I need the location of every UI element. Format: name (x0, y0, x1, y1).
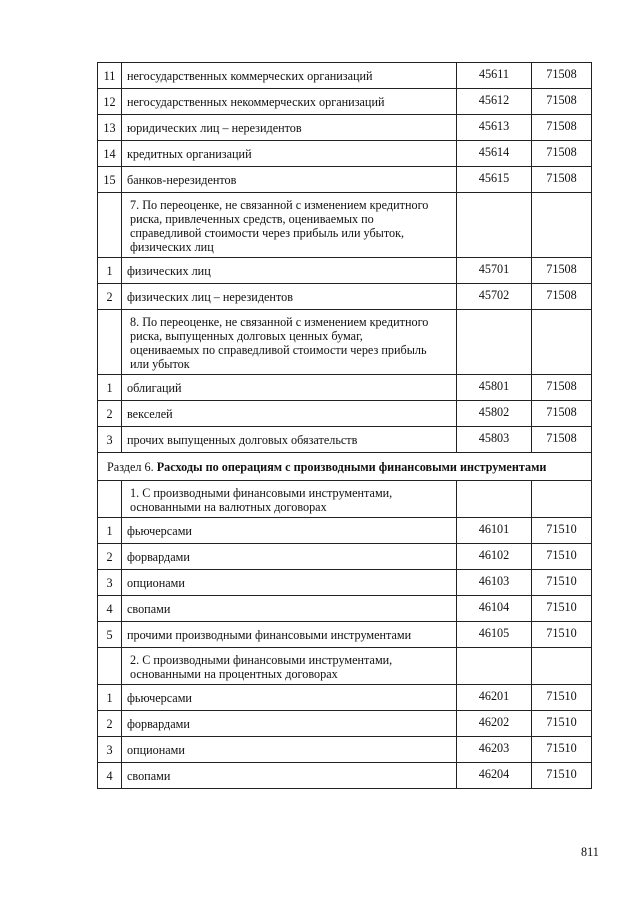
account-name: негосударственных некоммерческих организаций (122, 89, 457, 115)
account-code: 46104 (457, 596, 532, 622)
group-heading-row (98, 193, 592, 258)
account-code: 46103 (457, 570, 532, 596)
group-heading-row (98, 310, 592, 375)
account-name: опционами (122, 737, 457, 763)
group-heading (122, 310, 457, 375)
row-number: 2 (98, 401, 122, 427)
symbol-code: 71510 (532, 544, 592, 570)
empty-cell (98, 310, 122, 375)
table-row (98, 167, 592, 193)
row-number: 14 (98, 141, 122, 167)
row-number: 1 (98, 258, 122, 284)
group-heading-line: физических лиц (130, 240, 214, 254)
row-number: 3 (98, 427, 122, 453)
row-number: 4 (98, 763, 122, 789)
symbol-code: 71510 (532, 596, 592, 622)
row-number: 1 (98, 518, 122, 544)
symbol-code: 71510 (532, 570, 592, 596)
table-row (98, 115, 592, 141)
account-name: опционами (122, 570, 457, 596)
account-code: 46102 (457, 544, 532, 570)
table-row (98, 596, 592, 622)
account-name: векселей (122, 401, 457, 427)
group-heading-line: 7. По переоценке, не связанной с изменением кредитного (130, 198, 429, 212)
table-row (98, 737, 592, 763)
symbol-code: 71508 (532, 63, 592, 89)
account-code: 45701 (457, 258, 532, 284)
row-number: 15 (98, 167, 122, 193)
symbol-code: 71508 (532, 401, 592, 427)
symbol-code: 71508 (532, 115, 592, 141)
group-heading-line: риска, привлеченных средств, оцениваемых по (130, 212, 374, 226)
symbol-code: 71508 (532, 427, 592, 453)
group-heading (122, 193, 457, 258)
empty-cell (457, 648, 532, 685)
section-heading (98, 453, 592, 481)
symbol-code: 71510 (532, 763, 592, 789)
row-number: 2 (98, 284, 122, 310)
account-code: 45802 (457, 401, 532, 427)
table-row (98, 427, 592, 453)
account-code: 45801 (457, 375, 532, 401)
row-number: 3 (98, 570, 122, 596)
accounts-table (97, 62, 592, 789)
account-code: 45611 (457, 63, 532, 89)
row-number: 2 (98, 544, 122, 570)
account-name: форвардами (122, 544, 457, 570)
account-name: прочими производными финансовыми инструментами (122, 622, 457, 648)
table-row (98, 622, 592, 648)
account-name: фьючерсами (122, 518, 457, 544)
account-name: физических лиц – нерезидентов (122, 284, 457, 310)
table-row (98, 63, 592, 89)
accounts-table-body (98, 63, 592, 789)
symbol-code: 71508 (532, 284, 592, 310)
group-heading-row (98, 648, 592, 685)
row-number: 11 (98, 63, 122, 89)
row-number: 2 (98, 711, 122, 737)
group-heading-line: основанными на процентных договорах (130, 667, 338, 681)
account-code: 45615 (457, 167, 532, 193)
table-row (98, 284, 592, 310)
account-name: прочих выпущенных долговых обязательств (122, 427, 457, 453)
group-heading-row (98, 481, 592, 518)
symbol-code: 71510 (532, 737, 592, 763)
empty-cell (98, 193, 122, 258)
row-number: 12 (98, 89, 122, 115)
group-heading-line: 8. По переоценке, не связанной с изменением кредитного (130, 315, 429, 329)
row-number: 13 (98, 115, 122, 141)
section-prefix: Раздел 6. (107, 460, 157, 474)
symbol-code: 71508 (532, 258, 592, 284)
account-code: 45702 (457, 284, 532, 310)
account-name: банков-нерезидентов (122, 167, 457, 193)
symbol-code: 71510 (532, 685, 592, 711)
group-heading-line: риска, выпущенных долговых ценных бумаг, (130, 329, 363, 343)
account-name: юридических лиц – нерезидентов (122, 115, 457, 141)
row-number: 5 (98, 622, 122, 648)
empty-cell (532, 310, 592, 375)
table-row (98, 711, 592, 737)
page-number: 811 (581, 845, 599, 859)
section-heading-row (98, 453, 592, 481)
account-code: 45613 (457, 115, 532, 141)
table-row (98, 375, 592, 401)
table-row (98, 401, 592, 427)
symbol-code: 71510 (532, 622, 592, 648)
account-code: 46203 (457, 737, 532, 763)
group-heading-line: оцениваемых по справедливой стоимости через прибыль (130, 343, 427, 357)
empty-cell (457, 193, 532, 258)
group-heading-line: справедливой стоимости через прибыль или убыток, (130, 226, 405, 240)
account-code: 46201 (457, 685, 532, 711)
account-name: негосударственных коммерческих организаций (122, 63, 457, 89)
group-heading-line: 1. С производными финансовыми инструментами, (130, 486, 393, 500)
row-number: 1 (98, 685, 122, 711)
table-row (98, 763, 592, 789)
account-name: форвардами (122, 711, 457, 737)
symbol-code: 71508 (532, 167, 592, 193)
table-row (98, 685, 592, 711)
account-code: 45803 (457, 427, 532, 453)
row-number: 3 (98, 737, 122, 763)
account-name: фьючерсами (122, 685, 457, 711)
group-heading (122, 481, 457, 518)
empty-cell (457, 481, 532, 518)
symbol-code: 71508 (532, 375, 592, 401)
account-name: свопами (122, 763, 457, 789)
symbol-code: 71508 (532, 89, 592, 115)
account-code: 45614 (457, 141, 532, 167)
account-code: 46202 (457, 711, 532, 737)
symbol-code: 71508 (532, 141, 592, 167)
empty-cell (532, 481, 592, 518)
empty-cell (98, 481, 122, 518)
account-code: 45612 (457, 89, 532, 115)
table-row (98, 141, 592, 167)
table-row (98, 518, 592, 544)
account-name: физических лиц (122, 258, 457, 284)
table-row (98, 544, 592, 570)
table-row (98, 258, 592, 284)
symbol-code: 71510 (532, 518, 592, 544)
row-number: 4 (98, 596, 122, 622)
empty-cell (532, 193, 592, 258)
account-code: 46105 (457, 622, 532, 648)
group-heading-line: основанными на валютных договорах (130, 500, 327, 514)
account-code: 46101 (457, 518, 532, 544)
group-heading-line: 2. С производными финансовыми инструментами, (130, 653, 393, 667)
account-name: свопами (122, 596, 457, 622)
table-row (98, 89, 592, 115)
table-row (98, 570, 592, 596)
symbol-code: 71510 (532, 711, 592, 737)
group-heading-line: или убыток (130, 357, 190, 371)
account-name: кредитных организаций (122, 141, 457, 167)
account-code: 46204 (457, 763, 532, 789)
empty-cell (98, 648, 122, 685)
empty-cell (532, 648, 592, 685)
group-heading (122, 648, 457, 685)
section-title: Расходы по операциям с производными финансовыми инструментами (156, 460, 547, 474)
account-name: облигаций (122, 375, 457, 401)
row-number: 1 (98, 375, 122, 401)
empty-cell (457, 310, 532, 375)
